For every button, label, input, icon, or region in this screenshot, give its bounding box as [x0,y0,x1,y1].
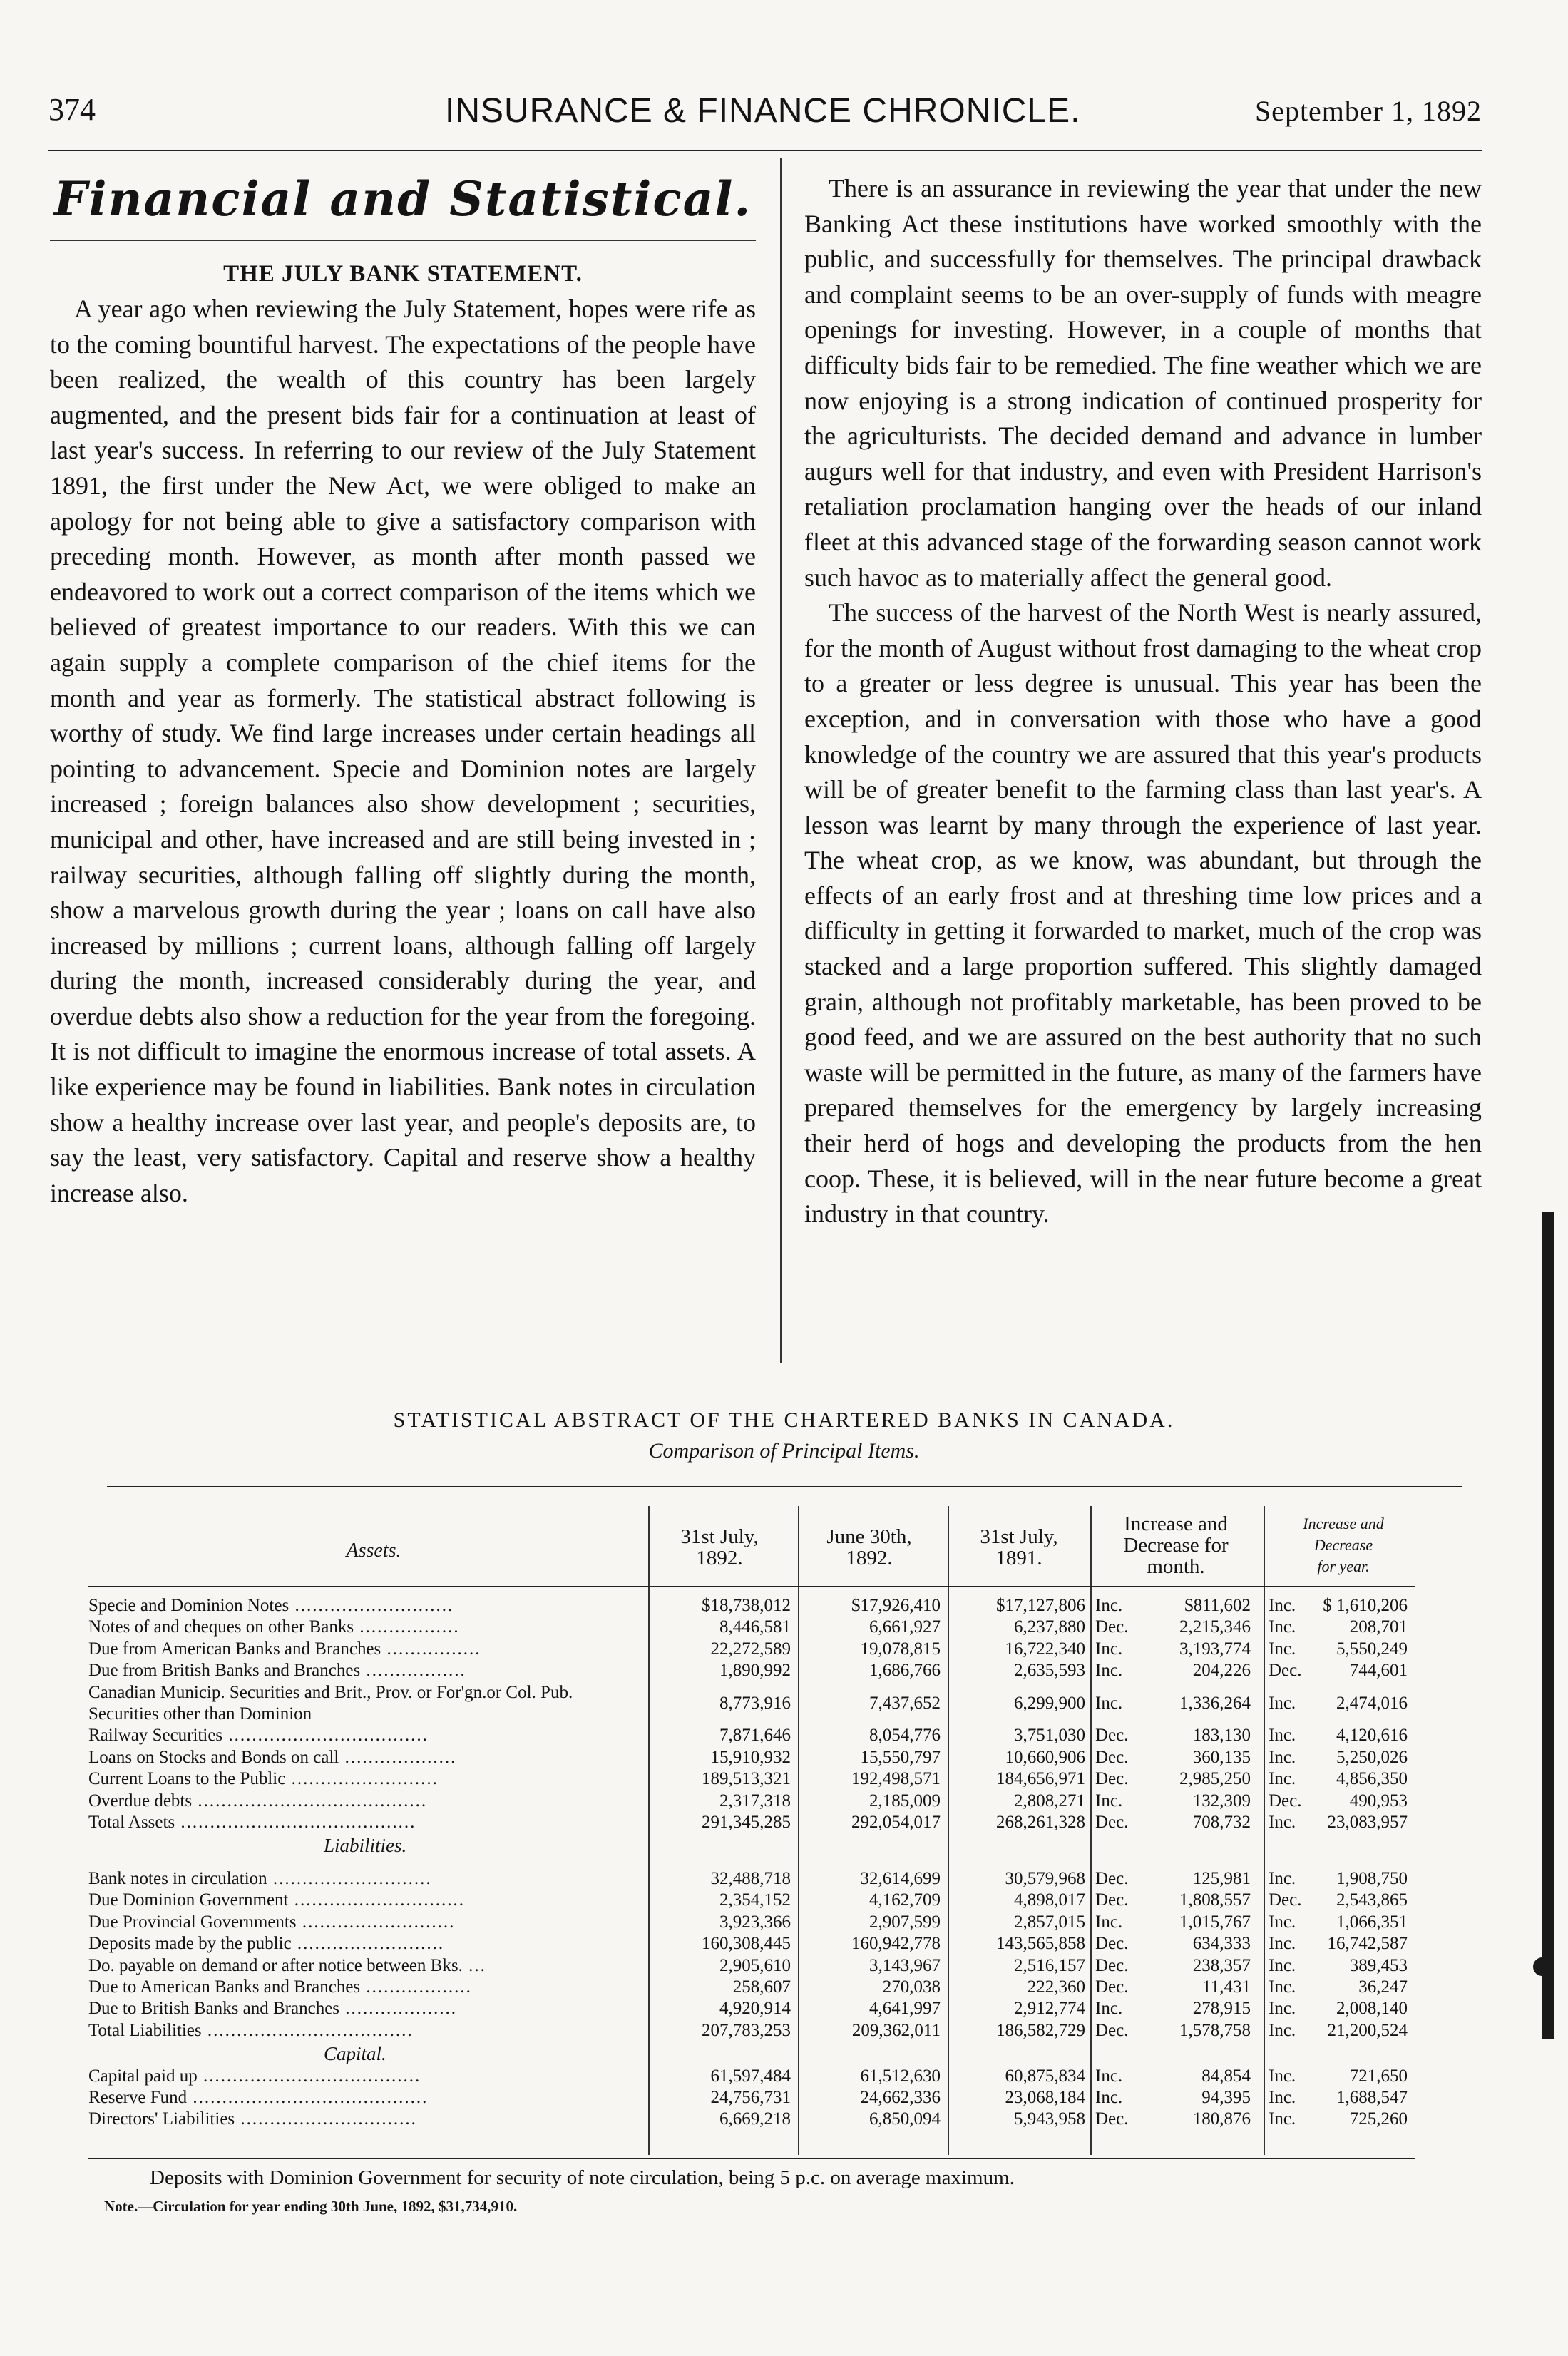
cell-jul91: 2,912,774 [1014,1999,1085,2019]
cell-jul92: 8,773,916 [719,1693,791,1713]
row-label: Due Provincial Governments .......................... [88,1912,456,1932]
leader-dots: .......................... [296,1912,456,1932]
cell-jul91: 4,898,017 [1014,1890,1085,1910]
table-row [88,1890,1486,1911]
cell-m-dir: Inc. [1095,1999,1123,2019]
cell-jul92: 291,345,285 [702,1813,791,1832]
table-row [88,2109,1486,2130]
cell-jul92: 4,920,914 [719,1999,791,2019]
cell-y-dir: Inc. [1269,1617,1296,1637]
cell-jun92: 1,686,766 [869,1661,941,1681]
cell-jun92: 292,054,017 [851,1813,941,1832]
cell-y-dir: Inc. [1269,1769,1296,1789]
cell-y-dir: Inc. [1269,1869,1296,1889]
col-header-line: 31st July, [980,1525,1058,1548]
cell-y-dir: Inc. [1269,1912,1296,1932]
cell-y-val: 1,908,750 [1336,1869,1408,1889]
leader-dots: ................................... [201,2020,414,2040]
leader-dots: .............................. [235,2109,417,2129]
cell-m-dir: Inc. [1095,1791,1123,1810]
article-paragraph: There is an assurance in reviewing the year that under the new Banking Act these institutions have worked smoothly with the public, and successfully for themselves. The principal drawback and complaint seems to be an over-supply of funds with meagre openings for investing. However, in a couple of months that difficulty bids fair to be remedied. The fine weather which we are now enjoying is a strong indication of continued prosperity for the agriculturists. The decided demand and advance in lumber augurs well for that industry, and even with President Harrison's retaliation proclamation hanging over the heads of our inland fleet at this advanced stage of the forwarding season cannot work such havoc as to materially affect the general good. [804,174,1482,592]
cell-y-val: 5,550,249 [1336,1639,1408,1659]
cell-m-dir: Dec. [1095,2109,1129,2129]
cell-jul92: 189,513,321 [702,1769,791,1789]
cell-y-dir: Inc. [1269,1747,1296,1767]
table-row [88,1912,1486,1933]
cell-m-val: 94,395 [1201,2088,1251,2108]
cell-y-val: 208,701 [1349,1617,1408,1637]
leader-dots: ........................... [289,1596,454,1615]
cell-y-val: 2,474,016 [1336,1693,1408,1713]
cell-m-val: 278,915 [1192,1999,1251,2019]
col-header-line: for year. [1317,1557,1370,1575]
left-column [50,171,756,1211]
cell-jun92: 19,078,815 [860,1639,941,1659]
row-label: Overdue debts ....................................... [88,1791,428,1810]
table-row [88,1868,1486,1890]
row-label: Do. payable on demand or after notice between Bks. ... [88,1955,486,1975]
cell-jul92: $18,738,012 [702,1596,791,1615]
leader-dots: ................. [354,1617,460,1637]
leader-dots: ......................... [285,1769,439,1789]
cell-m-val: 11,431 [1202,1977,1251,1997]
cell-m-val: 2,985,250 [1179,1769,1251,1789]
cell-jun92: 7,437,652 [869,1693,941,1713]
cell-y-val: 744,601 [1349,1661,1408,1681]
cell-jun92: 15,550,797 [860,1747,941,1767]
cell-jul91: 2,516,157 [1014,1955,1085,1975]
row-label: Capital paid up ..................................... [88,2066,421,2086]
cell-m-dir: Inc. [1095,1639,1123,1659]
row-label: Canadian Municip. Securities and Brit., Prov. or For'gn.or Col. Pub. Securities other than Dominion [88,1682,573,1724]
cell-y-val: 725,260 [1349,2109,1408,2129]
cell-jun92: 61,512,630 [860,2066,941,2086]
cell-y-dir: Inc. [1269,1639,1296,1659]
col-header-jul-1891 [951,1526,1087,1569]
leader-dots: ............................. [288,1890,466,1910]
table-row [88,2087,1486,2109]
cell-y-val: $ 1,610,206 [1323,1596,1408,1615]
cell-y-dir: Inc. [1269,2109,1296,2129]
journal-title: INSURANCE & FINANCE CHRONICLE. [445,92,1081,130]
abstract-rule-bottom [88,2158,1415,2159]
cell-y-val: 4,856,350 [1336,1769,1408,1789]
leader-dots: ........................................ [187,2088,429,2108]
cell-m-dir: Dec. [1095,1955,1129,1975]
table-row [88,1725,1486,1746]
cell-jul91: 16,722,340 [1005,1639,1085,1659]
leader-dots: ................... [339,1747,457,1767]
cell-jun92: 4,162,709 [869,1890,941,1910]
table-row [88,1955,1486,1977]
col-header-line: Decrease [1313,1536,1373,1554]
cell-jun92: 270,038 [882,1977,941,1997]
cell-y-val: 1,066,351 [1336,1912,1408,1932]
cell-jul92: 207,783,253 [702,2020,791,2040]
table-row [88,1617,1486,1638]
cell-m-val: 3,193,774 [1179,1639,1251,1659]
col-header-line: 1892. [846,1547,893,1569]
cell-jul92: 32,488,718 [710,1869,791,1889]
table-row [88,2020,1486,2042]
cell-y-dir: Dec. [1269,1890,1302,1910]
cell-m-val: 238,357 [1192,1955,1251,1975]
row-label: Loans on Stocks and Bonds on call ................... [88,1747,457,1767]
scan-edge-dot [1533,1957,1552,1976]
column-divider [780,158,782,1363]
table-row [88,1933,1486,1955]
liabilities-heading: Liabilities. [324,1835,407,1857]
cell-jul92: 2,317,318 [719,1791,791,1810]
cell-jul92: 3,923,366 [719,1912,791,1932]
col-header-line: Increase and [1303,1515,1384,1532]
leader-dots: ... [462,1955,486,1975]
cell-jun92: 2,907,599 [869,1912,941,1932]
cell-m-dir: Dec. [1095,1617,1129,1637]
cell-m-dir: Dec. [1095,1813,1129,1832]
abstract-subtitle: Comparison of Principal Items. [648,1439,920,1463]
page-header [48,91,1482,144]
cell-y-val: 2,543,865 [1336,1890,1408,1910]
cell-jul91: 184,656,971 [996,1769,1085,1789]
cell-m-val: 360,135 [1192,1747,1251,1767]
cell-jul91: 10,660,906 [1005,1747,1085,1767]
cell-jul92: 2,905,610 [719,1955,791,1975]
circulation-note: Note.—Circulation for year ending 30th June, 1892, $31,734,910. [104,2198,518,2215]
cell-y-val: 23,083,957 [1327,1813,1408,1832]
cell-y-dir: Inc. [1269,1955,1296,1975]
cell-m-dir: Dec. [1095,1726,1129,1746]
cell-m-val: 1,578,758 [1179,2020,1251,2040]
cell-m-val: 2,215,346 [1179,1617,1251,1637]
row-label: Deposits made by the public ......................... [88,1934,445,1954]
cell-jul91: 60,875,834 [1005,2066,1085,2086]
cell-y-val: 16,742,587 [1327,1934,1408,1954]
table-row [88,1660,1486,1681]
cell-m-val: 132,309 [1192,1791,1251,1810]
cell-jun92: 32,614,699 [860,1869,941,1889]
table-row [88,1595,1486,1617]
cell-y-val: 36,247 [1358,1977,1408,1997]
table-row [88,1639,1486,1660]
leader-dots: ........................... [267,1869,432,1889]
article-title: THE JULY BANK STATEMENT. [223,261,583,287]
cell-jun92: 3,143,967 [869,1955,941,1975]
leader-dots: ........................................ [175,1813,416,1832]
leader-dots: .................. [360,1977,472,1997]
cell-y-dir: Inc. [1269,1693,1296,1713]
section-rule [50,240,756,241]
col-header-line: June 30th, [826,1525,912,1548]
cell-y-val: 4,120,616 [1336,1726,1408,1746]
row-label: Due from British Banks and Branches ................. [88,1661,466,1681]
leader-dots: ................... [339,1999,458,2019]
col-header-jun-1892 [801,1526,937,1569]
right-column [804,171,1482,1232]
table-row [88,1977,1486,1998]
scan-edge-bar [1542,1212,1554,2039]
cell-y-val: 2,008,140 [1336,1999,1408,2019]
cell-m-val: 180,876 [1192,2109,1251,2129]
cell-jul91: 30,579,968 [1005,1869,1085,1889]
cell-jun92: 8,054,776 [869,1726,941,1746]
cell-jul92: 258,607 [732,1977,791,1997]
cell-y-dir: Inc. [1269,2020,1296,2040]
cell-jul91: 3,751,030 [1014,1726,1085,1746]
table-row [88,1998,1486,2019]
cell-jul92: 24,756,731 [710,2088,791,2108]
cell-m-val: 125,981 [1192,1869,1251,1889]
cell-m-dir: Dec. [1095,1934,1129,1954]
row-label: Due to British Banks and Branches ................... [88,1999,458,2019]
cell-y-val: 5,250,026 [1336,1747,1408,1767]
cell-m-dir: Dec. [1095,1977,1129,1997]
row-label: Reserve Fund ........................................ [88,2088,429,2108]
leader-dots: ................ [381,1639,481,1659]
leader-dots: ................. [360,1661,466,1681]
cell-m-val: 84,854 [1201,2066,1251,2086]
cell-jun92: 24,662,336 [860,2088,941,2108]
cell-jul91: 6,299,900 [1014,1693,1085,1713]
cell-jul91: 268,261,328 [996,1813,1085,1832]
cell-jul91: 5,943,958 [1014,2109,1085,2129]
cell-y-dir: Inc. [1269,1934,1296,1954]
table-row [88,1747,1486,1768]
cell-m-dir: Inc. [1095,1596,1123,1615]
cell-m-dir: Inc. [1095,2088,1123,2108]
table-row [88,1791,1486,1812]
col-header-line: month. [1147,1555,1205,1578]
cell-y-val: 21,200,524 [1327,2020,1408,2040]
cell-jun92: 6,661,927 [869,1617,941,1637]
cell-jun92: $17,926,410 [851,1596,941,1615]
cell-m-dir: Dec. [1095,2020,1129,2040]
row-label: Due Dominion Government ............................. [88,1890,466,1910]
row-label: Specie and Dominion Notes ........................... [88,1596,454,1615]
cell-jul91: 186,582,729 [996,2020,1085,2040]
abstract-rule-top [107,1486,1462,1487]
cell-jul91: 2,857,015 [1014,1912,1085,1932]
cell-m-dir: Inc. [1095,1661,1123,1681]
col-header-line: 1892. [696,1547,743,1569]
row-label: Bank notes in circulation ........................... [88,1869,432,1889]
row-label: Directors' Liabilities .............................. [88,2109,417,2129]
leader-dots: ..................................... [197,2066,421,2086]
capital-heading: Capital. [324,2043,386,2065]
cell-m-val: $811,602 [1184,1596,1251,1615]
cell-m-dir: Dec. [1095,1869,1129,1889]
cell-y-val: 721,650 [1349,2066,1408,2086]
cell-m-dir: Inc. [1095,1912,1123,1932]
cell-m-val: 1,336,264 [1179,1693,1251,1713]
cell-jul92: 61,597,484 [710,2066,791,2086]
cell-y-val: 490,953 [1349,1791,1408,1810]
row-label: Due to American Banks and Branches .................. [88,1977,472,1997]
row-label: Total Liabilities ................................... [88,2020,414,2040]
cell-m-val: 708,732 [1192,1813,1251,1832]
issue-date: September 1, 1892 [1254,95,1482,127]
article-paragraph: A year ago when reviewing the July Statement, hopes were rife as to the coming bountiful harvest. The expectations of the people have been realized, the wealth of this country has been largely augmented, and the present bids fair for a continuation at least of last year's success. In referring to our review of the July Statement 1891, the first under the New Act, we were obliged to make an apology for not being able to give a satisfactory comparison with preceding month. However, as month after month passed we endeavored to work out a correct comparison of the items which we believed of greatest importance to our readers. With this we can again supply a complete comparison of the chief items for the month and year as formerly. The statistical abstract following is worthy of study. We find large increases under certain headings all pointing to advancement. Specie and Dominion notes are largely increased ; foreign balances also show development ; securities, municipal and other, have increased and are still being invested in ; railway securities, although falling off slightly during the month, show a marvelous growth during the year ; loans on call have also increased by millions ; current loans, although falling off largely during the month, increased considerably during the year, and overdue debts also show a reduction for the year from the foregoing. It is not difficult to imagine the enormous increase of total assets. A like experience may be found in liabilities. Bank notes in circulation show a healthy increase over last year, and people's deposits are, to say the least, very satisfactory. Capital and reserve show a healthy increase also. [50,294,756,1207]
table-header-rule [88,1586,1415,1587]
row-label: Due from American Banks and Branches ................ [88,1639,481,1659]
assets-header: Assets. [346,1540,401,1562]
cell-jul92: 6,669,218 [719,2109,791,2129]
cell-y-dir: Inc. [1269,1813,1296,1832]
table-row [88,1768,1486,1790]
cell-m-dir: Dec. [1095,1769,1129,1789]
cell-jul91: 143,565,858 [996,1934,1085,1954]
cell-jul92: 22,272,589 [710,1639,791,1659]
header-rule [48,150,1482,151]
cell-jun92: 192,498,571 [851,1769,941,1789]
section-heading: Financial and Statistical. [53,171,752,227]
cell-jun92: 209,362,011 [851,2020,941,2040]
cell-y-dir: Inc. [1269,1596,1296,1615]
table-row [88,1682,1486,1726]
cell-m-val: 204,226 [1192,1661,1251,1681]
col-header-line: Decrease for [1123,1534,1229,1557]
cell-jul92: 7,871,646 [719,1726,791,1746]
cell-y-dir: Dec. [1269,1791,1302,1810]
cell-jul91: 2,635,593 [1014,1661,1085,1681]
cell-jun92: 2,185,009 [869,1791,941,1810]
cell-y-val: 1,688,547 [1336,2088,1408,2108]
footnote: Deposits with Dominion Government for security of note circulation, being 5 p.c. on average maximum. [150,2166,1015,2189]
article-paragraph: The success of the harvest of the North West is nearly assured, for the month of August without frost damaging to the wheat crop to a greater or less degree is unusual. This year has been the exception, and in conversation with those who have a good knowledge of the country we are assured that this year's products will be of greater benefit to the farming class than last year's. A lesson was learnt by many through the experience of last year. The wheat crop, as we know, was abundant, but through the effects of an early frost and at threshing time low prices and a difficulty in getting it forwarded to market, much of the crop was stacked and a large proportion suffered. This slightly damaged grain, although not profitably marketable, has been proved to be good feed, and we are assured on the best authority that no such waste will be permitted in the future, as many of the farmers have prepared themselves for the emergency by largely increasing their herd of hogs and developing the products from the hen coop. These, it is believed, will in the near future become a great industry in that country. [804,598,1482,1229]
leader-dots: ....................................... [192,1791,428,1810]
table-row [88,2066,1486,2087]
col-header-year-change [1286,1513,1400,1577]
cell-jul91: $17,127,806 [996,1596,1085,1615]
cell-m-dir: Inc. [1095,1693,1123,1713]
table-row [88,1812,1486,1833]
col-header-line: 1891. [995,1547,1042,1569]
cell-y-val: 389,453 [1349,1955,1408,1975]
row-label: Railway Securities .................................. [88,1726,429,1746]
cell-jul92: 8,446,581 [719,1617,791,1637]
cell-jul92: 160,308,445 [702,1934,791,1954]
cell-jul91: 23,068,184 [1005,2088,1085,2108]
cell-jun92: 4,641,997 [869,1999,941,2019]
cell-y-dir: Inc. [1269,1977,1296,1997]
col-header-line: Increase and [1124,1512,1228,1535]
leader-dots: ......................... [291,1934,445,1954]
cell-y-dir: Inc. [1269,1999,1296,2019]
leader-dots: .................................. [222,1726,429,1746]
cell-jul91: 6,237,880 [1014,1617,1085,1637]
cell-jul92: 15,910,932 [710,1747,791,1767]
cell-jun92: 6,850,094 [869,2109,941,2129]
cell-m-val: 1,808,557 [1179,1890,1251,1910]
row-label: Current Loans to the Public ......................... [88,1769,439,1789]
cell-y-dir: Inc. [1269,1726,1296,1746]
row-label: Notes of and cheques on other Banks ................. [88,1617,460,1637]
abstract-title: STATISTICAL ABSTRACT OF THE CHARTERED BANKS IN CANADA. [393,1408,1175,1432]
cell-m-dir: Dec. [1095,1890,1129,1910]
cell-m-val: 634,333 [1192,1934,1251,1954]
cell-m-val: 1,015,767 [1179,1912,1251,1932]
col-header-month-change [1094,1513,1258,1577]
cell-jul91: 2,808,271 [1014,1791,1085,1810]
cell-jul91: 222,360 [1027,1977,1085,1997]
cell-m-dir: Dec. [1095,1747,1129,1767]
row-label: Total Assets ........................................ [88,1813,416,1832]
col-header-jul-1892 [652,1526,787,1569]
cell-jun92: 160,942,778 [851,1934,941,1954]
col-header-line: 31st July, [680,1525,759,1548]
cell-m-val: 183,130 [1192,1726,1251,1746]
cell-y-dir: Inc. [1269,2066,1296,2086]
cell-m-dir: Inc. [1095,2066,1123,2086]
cell-y-dir: Inc. [1269,2088,1296,2108]
page-number: 374 [48,92,96,127]
cell-jul92: 1,890,992 [719,1661,791,1681]
cell-y-dir: Dec. [1269,1661,1302,1681]
cell-jul92: 2,354,152 [719,1890,791,1910]
